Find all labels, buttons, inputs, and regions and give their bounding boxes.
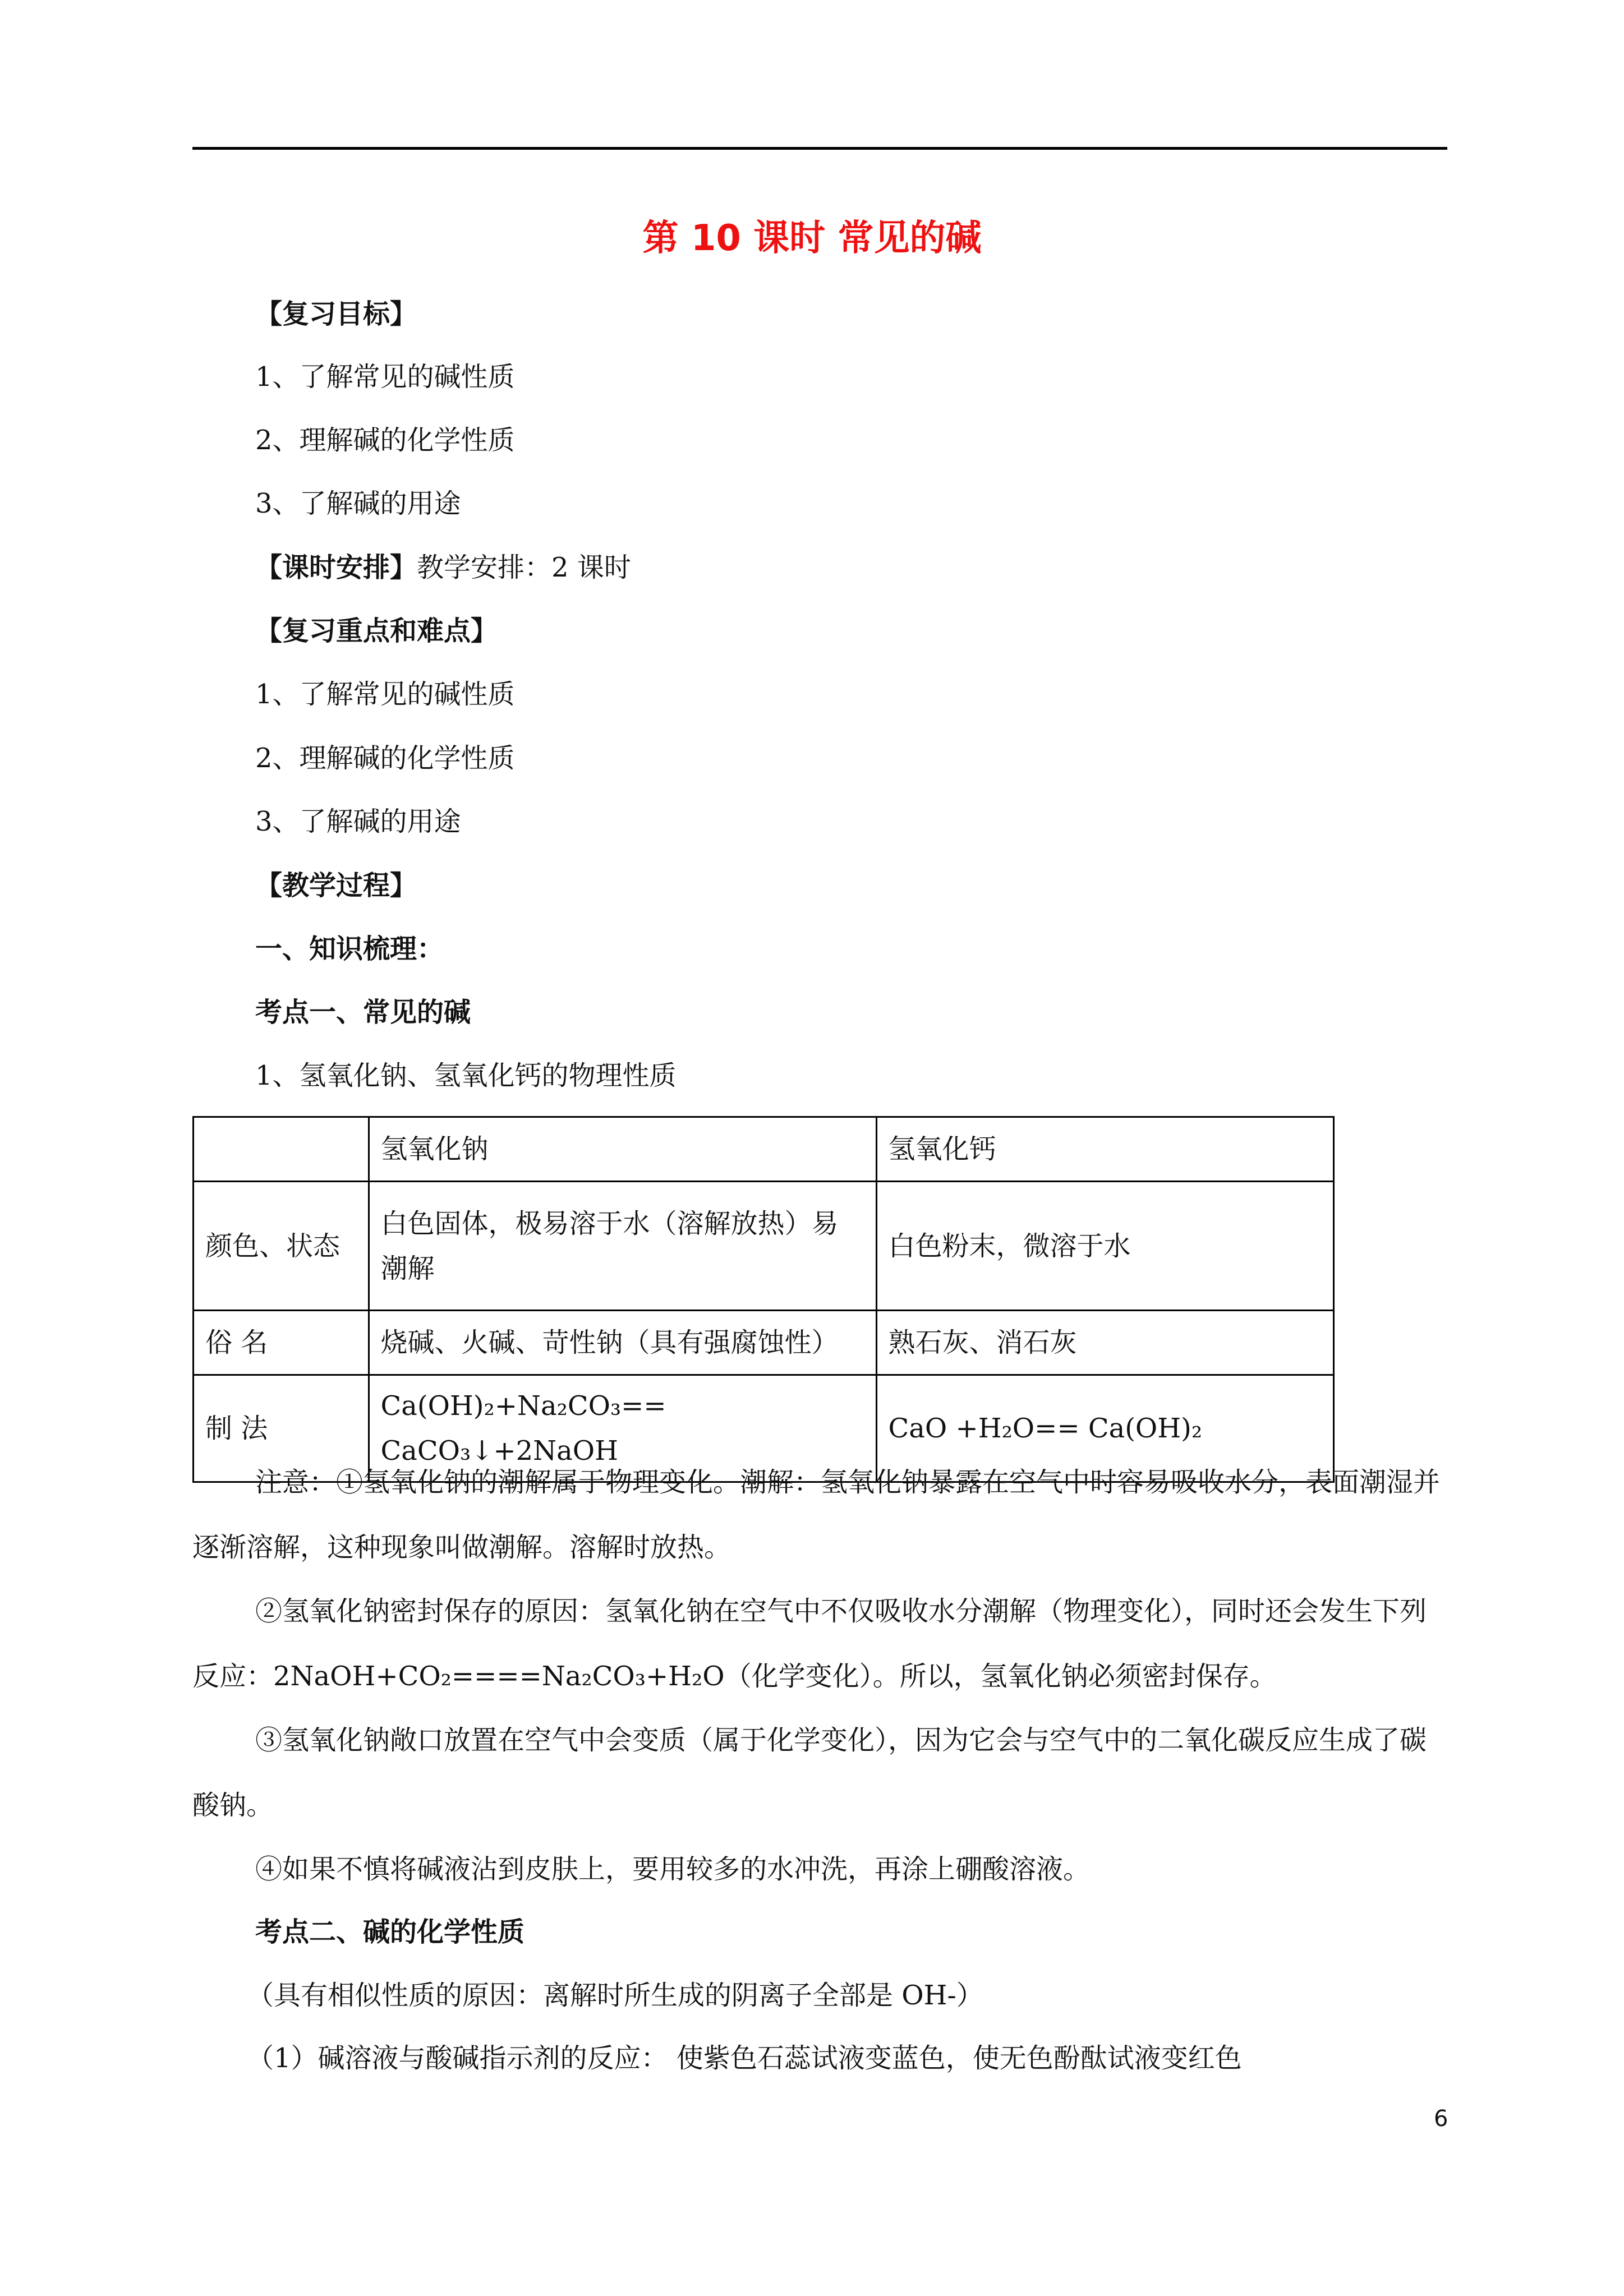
note-paragraph: ②氢氧化钠密封保存的原因：氢氧化钠在空气中不仅吸收水分潮解（物理变化），同时还会发生下列反应：2NaOH+CO₂====Na₂CO₃+H₂O（化学变化）。所以，氢氧化钠必须密封保存。 xyxy=(192,1596,1427,1692)
point-one-subheading: 1、氢氧化钠、氢氧化钙的物理性质 xyxy=(255,1060,677,1091)
note-paragraph: 注意：①氢氧化钠的潮解属于物理变化。潮解：氢氧化钠暴露在空气中时容易吸收水分，表面潮湿并逐渐溶解，这种现象叫做潮解。溶解时放热。 xyxy=(192,1467,1441,1563)
table-cell: 白色粉末，微溶于水 xyxy=(876,1182,1333,1311)
header-rule xyxy=(192,147,1447,150)
table-header-cell xyxy=(194,1117,369,1182)
table-cell: 白色固体，极易溶于水（溶解放热）易潮解 xyxy=(369,1182,876,1311)
schedule-line xyxy=(255,545,631,590)
process-heading: 【教学过程】 xyxy=(255,870,417,901)
point-two-item: （1）碱溶液与酸碱指示剂的反应： 使紫色石蕊试液变蓝色，使无色酚酞试液变红色 xyxy=(247,2043,1242,2074)
table-row-label: 颜色、状态 xyxy=(194,1182,369,1311)
table-cell: 烧碱、火碱、苛性钠（具有强腐蚀性） xyxy=(369,1311,876,1375)
table-row xyxy=(194,1182,1334,1311)
key-point-item: 1、了解常见的碱性质 xyxy=(255,679,515,710)
page-number: 6 xyxy=(1434,2106,1448,2132)
table-row-label: 俗 名 xyxy=(194,1311,369,1375)
key-point-item: 3、了解碱的用途 xyxy=(255,806,461,837)
review-goal-item: 3、了解碱的用途 xyxy=(255,488,461,519)
review-goal-item: 1、了解常见的碱性质 xyxy=(255,361,515,393)
key-points-heading: 【复习重点和难点】 xyxy=(255,615,498,647)
table-header-cell: 氢氧化钙 xyxy=(876,1117,1333,1182)
table-header-row xyxy=(194,1117,1334,1182)
section-one-heading: 一、知识梳理： xyxy=(255,933,444,965)
note-paragraph: ③氢氧化钠敞口放置在空气中会变质（属于化学变化），因为它会与空气中的二氧化碳反应生成了碳酸钠。 xyxy=(192,1725,1427,1821)
review-goals-heading: 【复习目标】 xyxy=(255,298,417,330)
review-goal-item: 2、理解碱的化学性质 xyxy=(255,425,515,456)
point-one-heading: 考点一、常见的碱 xyxy=(255,997,471,1028)
table-row-label: 制 法 xyxy=(194,1375,369,1482)
point-two-reason: （具有相似性质的原因：离解时所生成的阴离子全部是 OH-） xyxy=(247,1980,983,2011)
properties-table xyxy=(192,1116,1335,1483)
table-cell: Ca(OH)₂+Na₂CO₃== CaCO₃↓+2NaOH xyxy=(369,1375,876,1482)
schedule-heading: 【课时安排】 xyxy=(255,552,417,583)
page-title: 第 10 课时 常见的碱 xyxy=(642,218,982,259)
table-row xyxy=(194,1311,1334,1375)
note-paragraph: ④如果不慎将碱液沾到皮肤上，要用较多的水冲洗，再涂上硼酸溶液。 xyxy=(255,1854,1091,1885)
table-header-cell: 氢氧化钠 xyxy=(369,1117,876,1182)
key-point-item: 2、理解碱的化学性质 xyxy=(255,743,515,774)
schedule-text: 教学安排：2 课时 xyxy=(417,552,631,583)
table-cell: 熟石灰、消石灰 xyxy=(876,1311,1333,1375)
table-cell: CaO +H₂O== Ca(OH)₂ xyxy=(876,1375,1333,1482)
point-two-heading: 考点二、碱的化学性质 xyxy=(255,1916,525,1948)
